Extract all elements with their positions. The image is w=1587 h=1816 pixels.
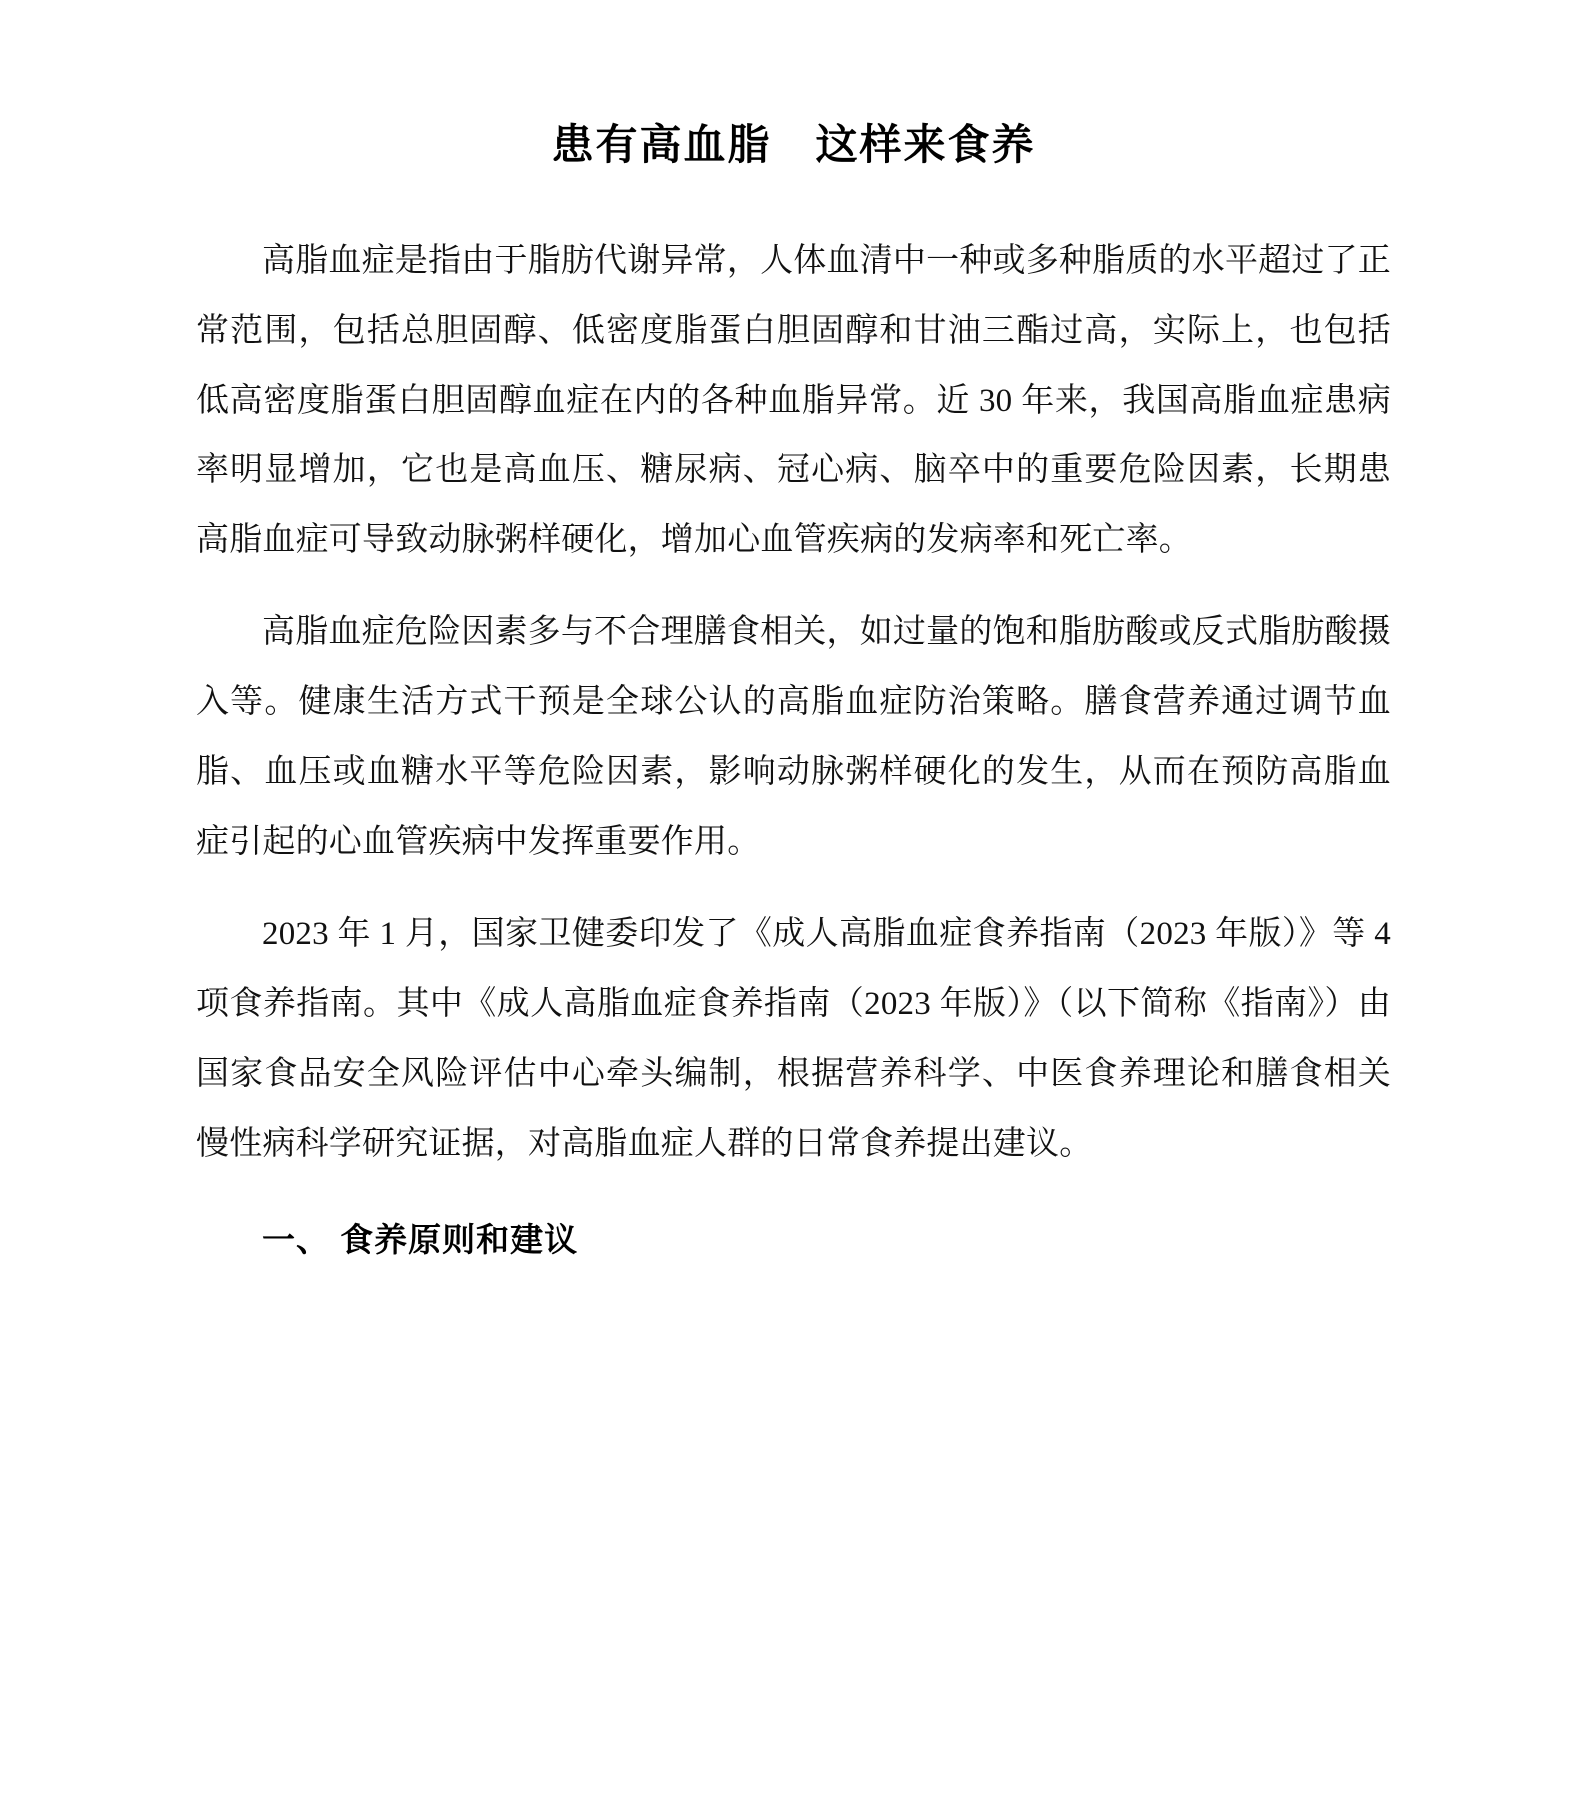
body-paragraph-2: 高脂血症危险因素多与不合理膳食相关，如过量的饱和脂肪酸或反式脂肪酸摄入等。健康生活方式干预是全球公认的高脂血症防治策略。膳食营养通过调节血脂、血压或血糖水平等危险因素，影响动脉粥样硬化的发生，从而在预防高脂血症引起的心血管疾病中发挥重要作用。 bbox=[196, 614, 1391, 861]
section-heading-1: 一、 食养原则和建议 bbox=[262, 1220, 579, 1258]
body-paragraph-3: 2023 年 1 月，国家卫健委印发了《成人高脂血症食养指南（2023 年版）》等 4 项食养指南。其中《成人高脂血症食养指南（2023 年版）》（以下简称《指南》）由国家食品安全风险评估中心牵头编制，根据营养科学、中医食养理论和膳食相关慢性病科学研究证据，对高脂血症人群的日常食养提出建议。 bbox=[196, 916, 1391, 1163]
page-title: 患有高血脂 这样来食养 bbox=[551, 121, 1036, 168]
body-paragraph-1: 高脂血症是指由于脂肪代谢异常，人体血清中一种或多种脂质的水平超过了正常范围，包括总胆固醇、低密度脂蛋白胆固醇和甘油三酯过高，实际上，也包括低高密度脂蛋白胆固醇血症在内的各种血脂异常。近 30 年来，我国高脂血症患病率明显增加，它也是高血压、糖尿病、冠心病、脑卒中的重要危险因素，长期患高脂血症可导致动脉粥样硬化，增加心血管疾病的发病率和死亡率。 bbox=[196, 242, 1391, 559]
